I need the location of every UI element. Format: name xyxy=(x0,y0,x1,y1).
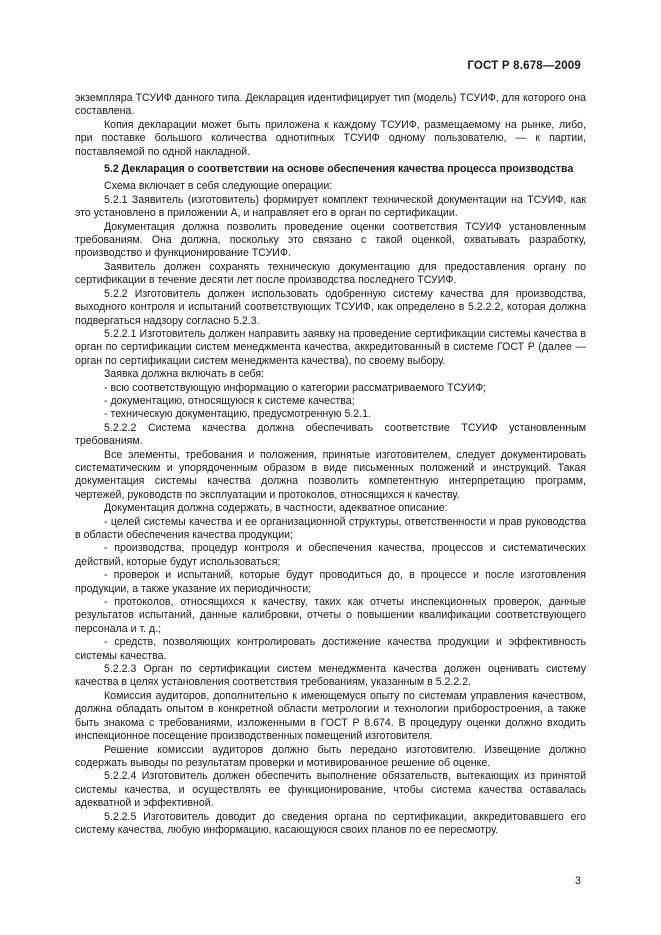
paragraph: Заявка должна включать в себя: xyxy=(104,368,265,381)
paragraph: 5.2.2.1 Изготовитель должен направить заявку на проведение сертификации системы качества в орган по сертификации систем менеджмента качества, аккредитованный в системе ГОСТ Р (далее — орган по сертификации систем менеджмента качества), по своему выбору. xyxy=(75,327,586,367)
paragraph: Схема включает в себя следующие операции: xyxy=(104,180,333,193)
paragraph: - производства, процедур контроля и обеспечения качества, процессов и систематических действий, которые будут использоваться; xyxy=(75,542,586,568)
page-number: 3 xyxy=(575,875,581,887)
paragraph: - проверок и испытаний, которые будут проводиться до, в процессе и после изготовления продукции, а также указание их периодичности; xyxy=(75,569,586,595)
paragraph: - протоколов, относящихся к качеству, таких как отчеты инспекционных проверок, данные результатов испытаний, данные калибровки, отчеты о повышении квалификации соответствующего персонала и т. д.; xyxy=(75,596,586,635)
paragraph: Решение комиссии аудиторов должно быть передано изготовителю. Извещение должно содержать выводы по результатам проверки и мотивированное решение об оценке. xyxy=(75,743,586,769)
paragraph: - целей системы качества и ее организационной структуры, ответственности и прав руководства в области обеспечения качества продукции; xyxy=(75,515,586,541)
section-heading: 5.2 Декларация о соответствии на основе обеспечения качества процесса производства xyxy=(104,163,574,176)
paragraph: - техническую документацию, предусмотренную 5.2.1. xyxy=(104,408,371,421)
paragraph: Комиссия аудиторов, дополнительно к имеющемуся опыту по системам управления качеством, должна обладать опытом в конкретной области метрологии и технологии приборостроения, а также быть знакома с требованиями, изложенными в ГОСТ Р 8.674. В процедуру оценки должно входить инспекционное посещение производственных помещений изготовителя. xyxy=(75,689,586,743)
paragraph: Документация должна содержать, в частности, адекватное описание: xyxy=(104,502,448,515)
paragraph: - средств, позволяющих контролировать достижение качества продукции и эффективность системы качества. xyxy=(75,636,586,662)
paragraph: 5.2.2.2 Система качества должна обеспечивать соответствие ТСУИФ установленным требованиям. xyxy=(75,421,586,448)
paragraph: Заявитель должен сохранять техническую документацию для предоставления органу по сертификации в течение десяти лет после производства последнего ТСУИФ. xyxy=(75,260,586,287)
paragraph: 5.2.2.3 Орган по сертификации систем менеджмента качества должен оценивать систему качества в целях установления соответствия требованиям, указанным в 5.2.2.2. xyxy=(75,663,586,689)
paragraph: 5.2.2.5 Изготовитель доводит до сведения органа по сертификации, аккредитовавшего его систему качества, любую информацию, касающуюся своих планов по ее пересмотру. xyxy=(75,810,586,836)
paragraph: 5.2.1 Заявитель (изготовитель) формирует комплект технической документации на ТСУИФ, как это установлено в приложении А, и направляет его в орган по сертификации. xyxy=(75,193,586,220)
document-body xyxy=(75,92,586,837)
paragraph: 5.2.2 Изготовитель должен использовать одобренную систему качества для производства, выходного контроля и испытаний соответствующих ТСУИФ, как определено в 5.2.2.2, которая должна подвергаться надзору согласно 5.2.3. xyxy=(75,287,586,327)
paragraph: Документация должна позволить проведение оценки соответствия ТСУИФ установленным требованиям. Она должна, поскольку это связано с такой оценкой, охватывать разработку, производство и функционирование ТСУИФ. xyxy=(75,220,586,260)
paragraph: 5.2.2.4 Изготовитель должен обеспечить выполнение обязательств, вытекающих из принятой системы качества, и осуществлять ее функционирование, чтобы система качества оставалась адекватной и эффективной. xyxy=(75,770,586,810)
paragraph: экземпляра ТСУИФ данного типа. Декларация идентифицирует тип (модель) ТСУИФ, для которого она составлена. xyxy=(75,92,586,118)
paragraph: Все элементы, требования и положения, принятые изготовителем, следует документировать систематическим и упорядоченным образом в виде письменных положений и инструкций. Такая документация системы качества должна позволить компетентную интерпретацию программ, чертежей, руководств по эксплуатации и протоколов, относящихся к качеству. xyxy=(75,448,586,501)
paragraph: - документацию, относящуюся к системе качества; xyxy=(104,394,355,407)
paragraph: - всю соответствующую информацию о категории рассматриваемого ТСУИФ; xyxy=(104,381,487,394)
standard-code-header: ГОСТ Р 8.678—2009 xyxy=(467,60,581,72)
paragraph: Копия декларации может быть приложена к каждому ТСУИФ, размещаемому на рынке, либо, при поставке большого количества однотипных ТСУИФ одному пользователю, — к партии, поставляемой по одной накладной. xyxy=(75,118,586,158)
